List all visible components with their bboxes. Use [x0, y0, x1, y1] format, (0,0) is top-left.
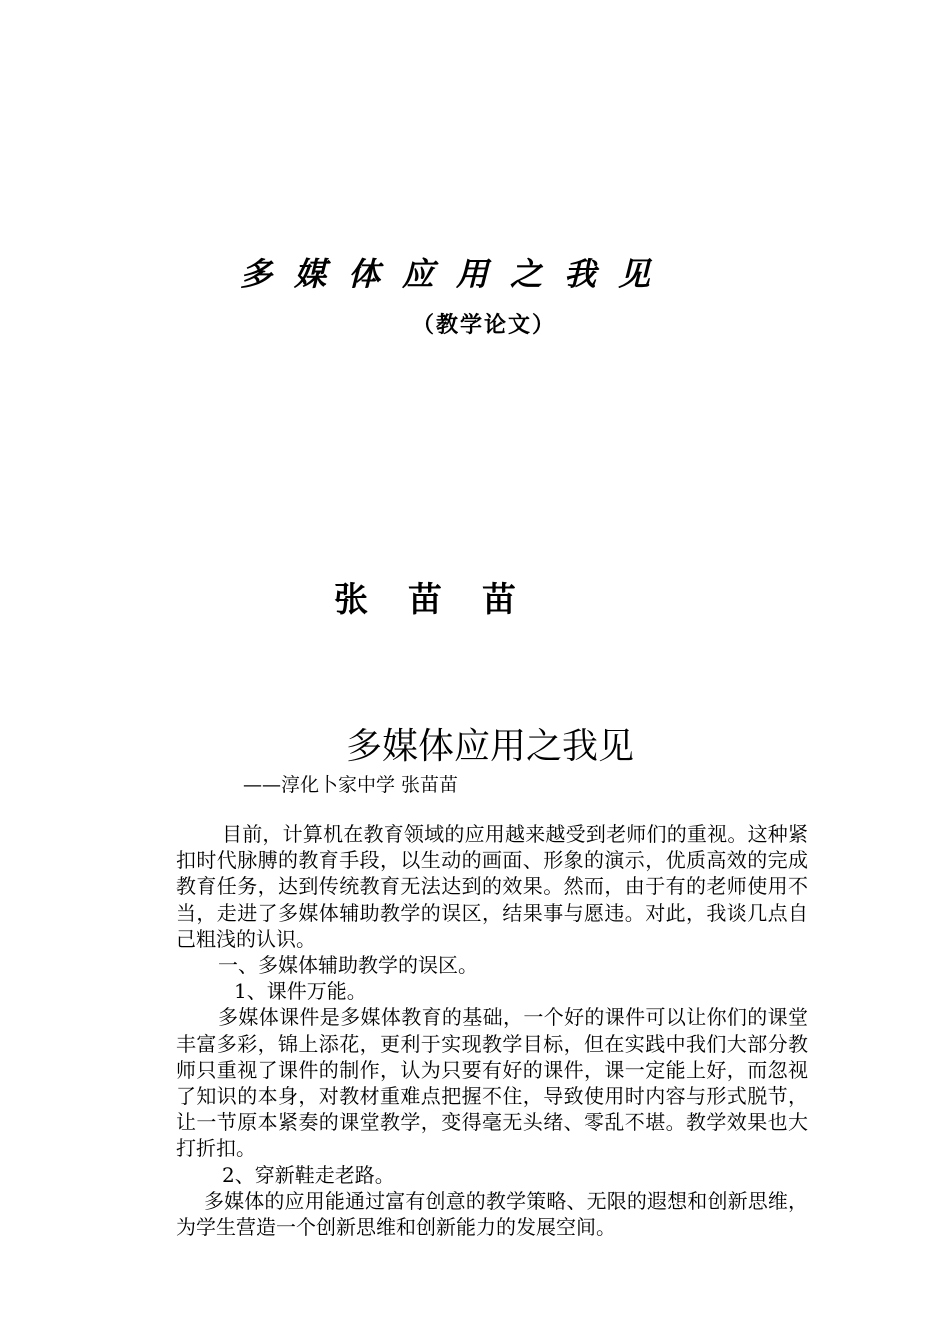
article-byline: ——淳化卜家中学 张苗苗 [243, 774, 459, 796]
subsection-heading-1: 1、课件万能。 [234, 979, 367, 1004]
article-body [176, 821, 808, 1240]
cover-title: 多媒体应用之我见 [239, 255, 672, 293]
paragraph-courseware: 多媒体课件是多媒体教育的基础，一个好的课件可以让你们的课堂丰富多彩，锦上添花，更利于实现教学目标，但在实践中我们大部分教师只重视了课件的制作，认为只要有好的课件，课一定能上好，而忽视了知识的本身，对教材重难点把握不住，导致使用时内容与形式脱节，让一节原本紧奏的课堂教学，变得毫无头绪、零乱不堪。教学效果也大打折扣。 [176, 1005, 808, 1161]
subsection-heading-2: 2、穿新鞋走老路。 [222, 1162, 395, 1187]
cover-subtitle: （教学论文） [411, 312, 556, 338]
paragraph-intro: 目前，计算机在教育领域的应用越来越受到老师们的重视。这种紧扣时代脉膊的教育手段，以生动的画面、形象的演示，优质高效的完成教育任务，达到传统教育无法达到的效果。然而，由于有的老师使用不当，走进了多媒体辅助教学的误区，结果事与愿违。对此，我谈几点自己粗浅的认识。 [176, 822, 808, 951]
article-title: 多媒体应用之我见 [345, 726, 634, 767]
section-heading-1: 一、多媒体辅助教学的误区。 [218, 953, 478, 978]
paragraph-innovation: 多媒体的应用能通过富有创意的教学策略、无限的遐想和创新思维，为学生营造一个创新思维和创新能力的发展空间。 [176, 1188, 808, 1240]
cover-author: 张苗苗 [334, 580, 556, 620]
